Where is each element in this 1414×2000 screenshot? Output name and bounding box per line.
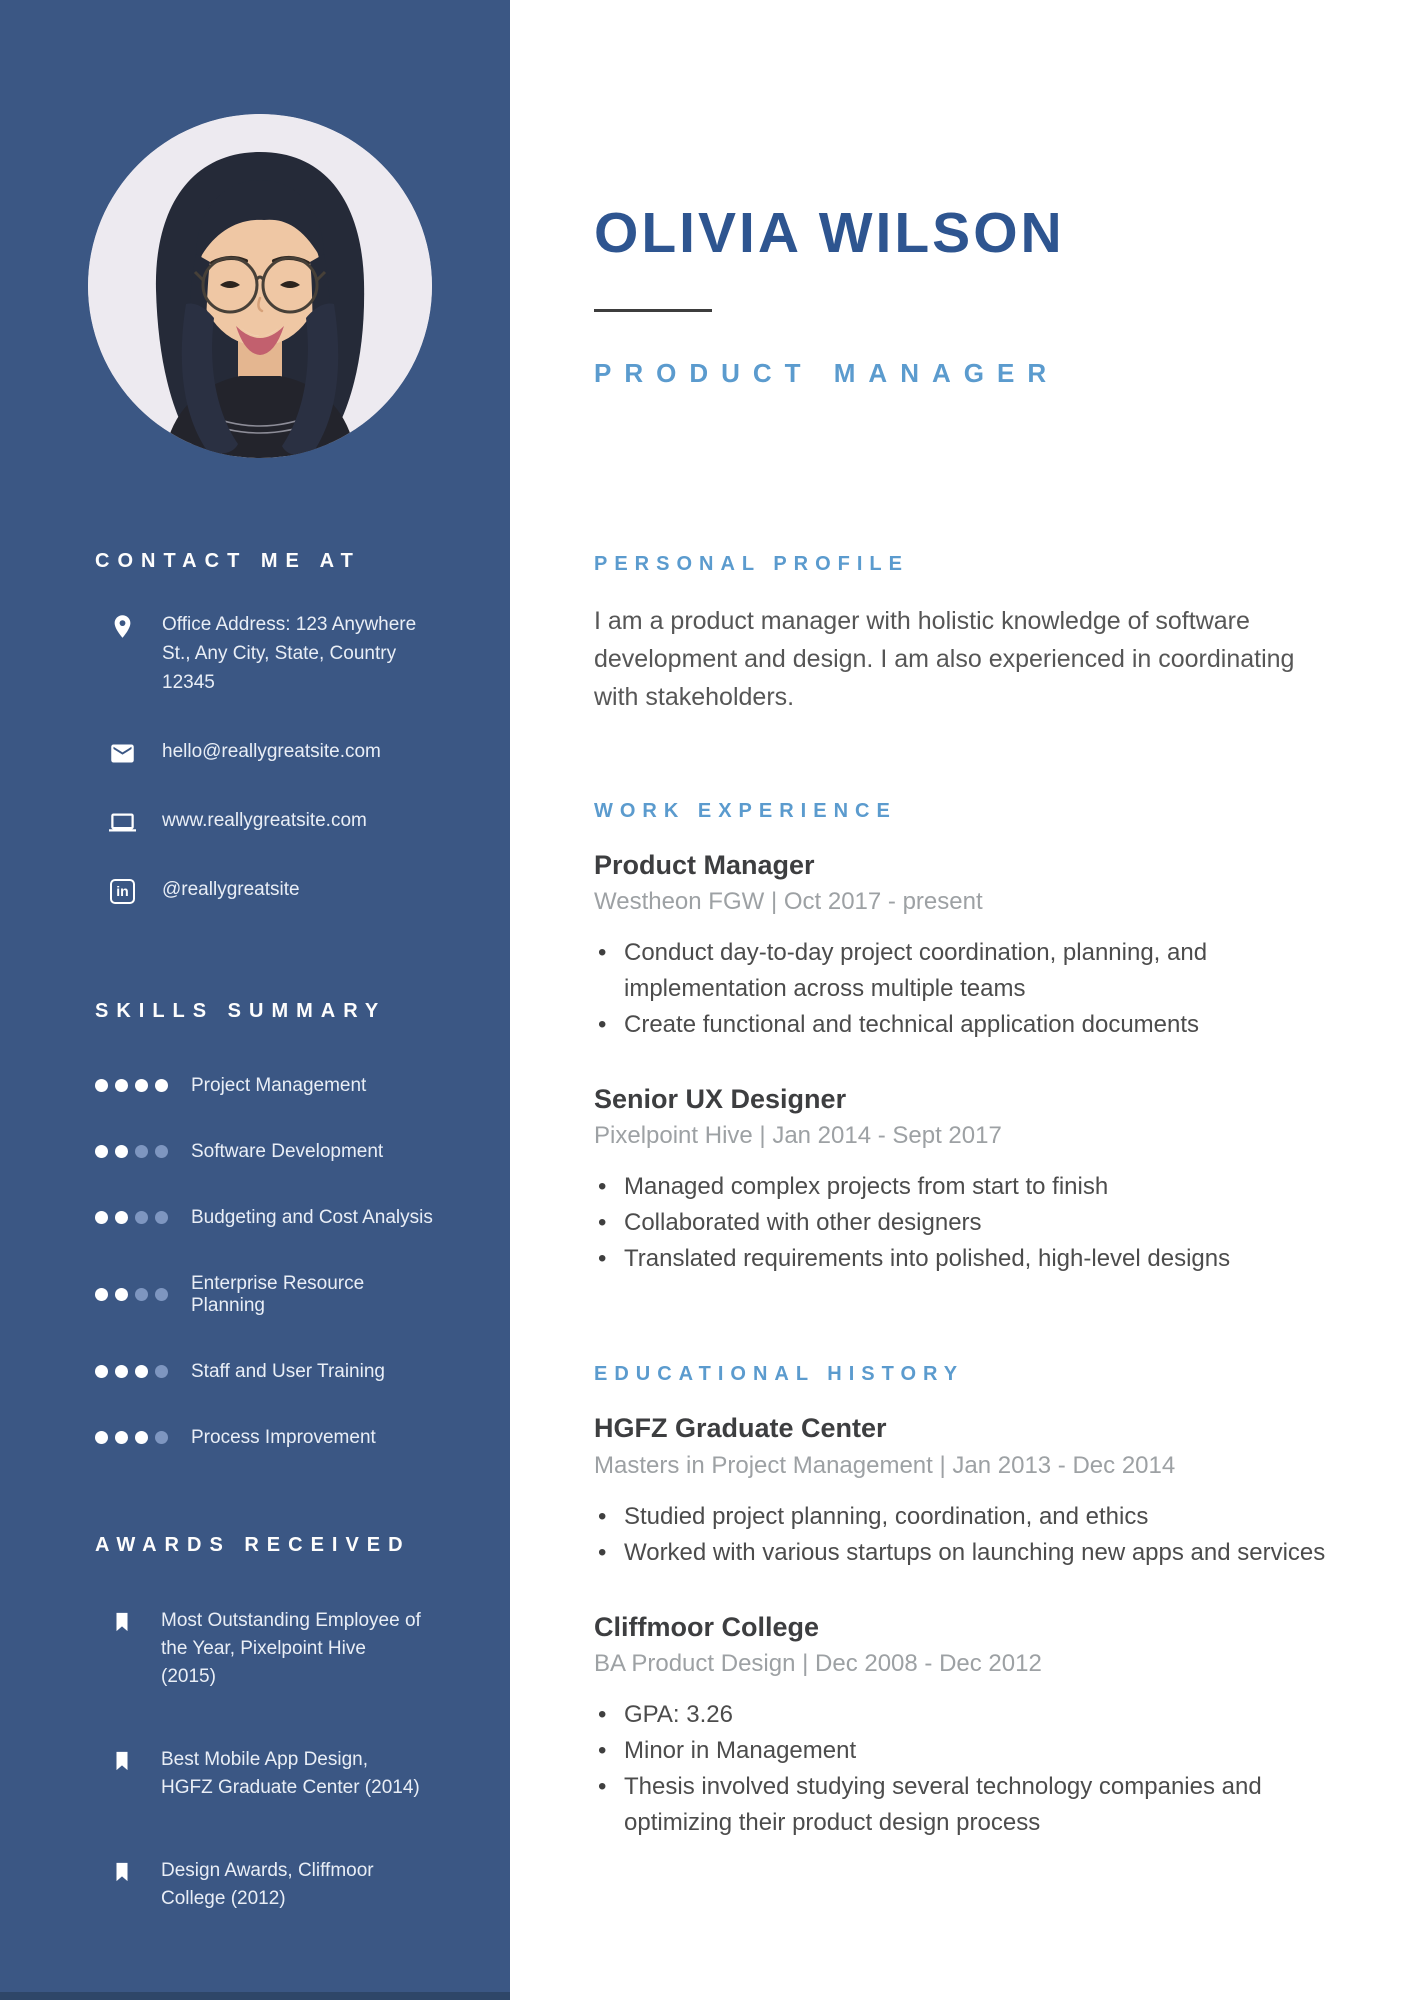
envelope-icon <box>109 740 136 767</box>
job-entry <box>594 1083 1350 1277</box>
location-pin-icon <box>109 613 136 640</box>
educational-history-heading: EDUCATIONAL HISTORY <box>594 1363 965 1386</box>
award-row <box>95 1857 440 1913</box>
school-bullets <box>594 1697 1350 1841</box>
skill-row <box>95 1141 440 1163</box>
skill-row <box>95 1427 440 1449</box>
award-text: Design Awards, Cliffmoor College (2012) <box>161 1860 374 1910</box>
job-title: Product Manager <box>594 849 815 880</box>
job-headline: PRODUCT MANAGER <box>594 357 1060 388</box>
skill-dot-filled <box>155 1079 168 1092</box>
skill-dot-filled <box>115 1288 128 1301</box>
job-meta: Pixelpoint Hive | Jan 2014 - Sept 2017 <box>594 1122 1002 1150</box>
sidebar-content <box>95 550 440 1968</box>
job-bullets <box>594 935 1350 1043</box>
bullet-item: • GPA: 3.26 <box>594 1697 1334 1733</box>
award-text: Most Outstanding Employee of the Year, Pixelpoint Hive (2015) <box>161 1609 421 1687</box>
skill-dot-filled <box>95 1079 108 1092</box>
bullet-item: • Translated requirements into polished, high-level designs <box>594 1241 1334 1277</box>
skill-level-dots <box>95 1211 168 1224</box>
skill-dot-filled <box>95 1365 108 1378</box>
school-meta: Masters in Project Management | Jan 2013 - Dec 2014 <box>594 1451 1176 1479</box>
educational-history-section <box>594 1363 1350 1841</box>
school-entry <box>594 1611 1350 1841</box>
school-entry <box>594 1412 1350 1570</box>
skill-dot-empty <box>155 1365 168 1378</box>
skill-dot-filled <box>115 1431 128 1444</box>
skills-section <box>95 1000 440 1449</box>
page-title-name: OLIVIA WILSON <box>594 201 1065 265</box>
skill-row <box>95 1075 440 1097</box>
job-title: Senior UX Designer <box>594 1084 847 1115</box>
bullet-item: • Studied project planning, coordination, and ethics <box>594 1499 1334 1535</box>
skill-label: Project Management <box>191 1074 367 1096</box>
skill-dot-empty <box>155 1145 168 1158</box>
skill-level-dots <box>95 1365 168 1378</box>
job-entry <box>594 849 1350 1043</box>
contact-item-email <box>95 738 440 767</box>
skill-dot-filled <box>115 1365 128 1378</box>
job-bullets <box>594 1169 1350 1277</box>
schools-list <box>594 1412 1350 1841</box>
contact-website-text: www.reallygreatsite.com <box>162 809 367 831</box>
skills-heading: SKILLS SUMMARY <box>95 999 387 1022</box>
skill-dot-empty <box>155 1288 168 1301</box>
bullet-item: • Worked with various startups on launching new apps and services <box>594 1535 1334 1571</box>
contact-item-linkedin <box>95 876 440 905</box>
contact-heading: CONTACT ME AT <box>95 550 361 572</box>
bookmark-icon <box>111 1748 133 1774</box>
profile-photo <box>88 114 432 458</box>
award-row <box>95 1746 440 1802</box>
work-experience-heading: WORK EXPERIENCE <box>594 799 897 822</box>
sidebar <box>0 0 510 2000</box>
bookmark-icon <box>111 1859 133 1885</box>
skill-dot-empty <box>135 1145 148 1158</box>
skill-row <box>95 1361 440 1383</box>
skill-row <box>95 1207 440 1229</box>
skill-dot-filled <box>115 1211 128 1224</box>
skill-label: Enterprise Resource Planning <box>191 1272 365 1316</box>
laptop-icon <box>109 809 136 836</box>
award-row <box>95 1607 440 1691</box>
skill-dot-empty <box>155 1431 168 1444</box>
skill-dot-filled <box>95 1211 108 1224</box>
skill-level-dots <box>95 1145 168 1158</box>
bullet-item: • Collaborated with other designers <box>594 1205 1334 1241</box>
contact-email-text: hello@reallygreatsite.com <box>162 740 381 762</box>
linkedin-glyph: in <box>110 879 135 904</box>
school-meta: BA Product Design | Dec 2008 - Dec 2012 <box>594 1650 1042 1678</box>
avatar <box>88 114 432 458</box>
contact-item-website <box>95 807 440 836</box>
bullet-item: • Create functional and technical application documents <box>594 1007 1334 1043</box>
skill-dot-filled <box>135 1079 148 1092</box>
skill-dot-filled <box>95 1145 108 1158</box>
skill-row <box>95 1273 440 1317</box>
contact-section <box>95 550 440 905</box>
jobs-list <box>594 849 1350 1278</box>
skill-dot-filled <box>95 1288 108 1301</box>
school-bullets <box>594 1499 1350 1571</box>
sidebar-bottom-strip <box>0 1992 510 2000</box>
skill-label: Budgeting and Cost Analysis <box>191 1206 433 1228</box>
awards-heading: AWARDS RECEIVED <box>95 1533 411 1556</box>
skill-dot-filled <box>95 1431 108 1444</box>
skill-dot-empty <box>135 1211 148 1224</box>
skill-dot-empty <box>135 1288 148 1301</box>
skill-dot-filled <box>135 1365 148 1378</box>
bullet-item: • Thesis involved studying several technology companies and optimizing their product design process <box>594 1769 1334 1841</box>
personal-profile-text: I am a product manager with holistic knowledge of software development and design. I am also experienced in coordinating with stakeholders. <box>594 606 1295 711</box>
main-content <box>594 0 1350 1841</box>
school-title: HGFZ Graduate Center <box>594 1413 887 1444</box>
awards-list <box>95 1607 440 1914</box>
contact-address-text: Office Address: 123 Anywhere St., Any City, State, Country 12345 <box>162 614 417 693</box>
personal-profile-heading: PERSONAL PROFILE <box>594 552 909 575</box>
awards-section <box>95 1534 440 1914</box>
skill-level-dots <box>95 1079 168 1092</box>
linkedin-icon <box>109 878 136 905</box>
skill-dot-empty <box>155 1211 168 1224</box>
personal-profile-section <box>594 553 1350 716</box>
skills-list <box>95 1075 440 1449</box>
skill-label: Process Improvement <box>191 1426 376 1448</box>
bullet-item: • Managed complex projects from start to finish <box>594 1169 1334 1205</box>
skill-dot-filled <box>115 1145 128 1158</box>
contact-linkedin-text: @reallygreatsite <box>162 878 300 900</box>
school-title: Cliffmoor College <box>594 1611 820 1642</box>
name-underline <box>594 309 712 312</box>
bookmark-icon <box>111 1609 133 1635</box>
skill-dot-filled <box>115 1079 128 1092</box>
award-text: Best Mobile App Design, HGFZ Graduate Center (2014) <box>161 1748 420 1799</box>
job-meta: Westheon FGW | Oct 2017 - present <box>594 888 983 916</box>
skill-label: Staff and User Training <box>191 1360 385 1382</box>
work-experience-section <box>594 800 1350 1278</box>
bullet-item: • Minor in Management <box>594 1733 1334 1769</box>
contact-item-address <box>95 611 440 698</box>
skill-label: Software Development <box>191 1140 384 1162</box>
skill-level-dots <box>95 1288 168 1301</box>
bullet-item: • Conduct day-to-day project coordination, planning, and implementation across multiple teams <box>594 935 1334 1007</box>
skill-dot-filled <box>135 1431 148 1444</box>
skill-level-dots <box>95 1431 168 1444</box>
